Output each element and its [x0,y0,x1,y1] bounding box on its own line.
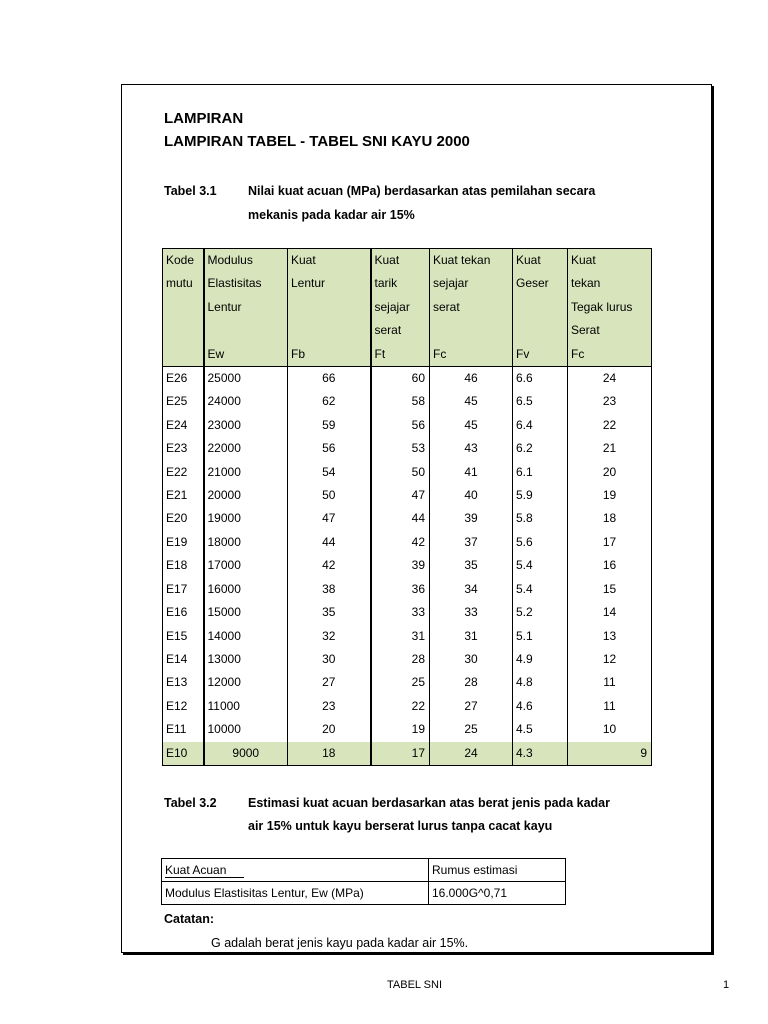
table-cell: 33 [371,601,430,624]
table-cell: E25 [163,390,204,413]
header-line: Ew [207,346,225,361]
table-cell: 5.8 [513,507,568,530]
table-row [163,554,652,577]
table-cell: 22 [371,695,430,718]
header-line: sejajar [433,276,469,291]
table-cell: 23 [602,394,617,409]
table-cell: 21 [602,441,617,456]
table-cell: 56 [371,414,430,437]
table-cell: 9 [568,742,652,766]
table-cell: 42 [288,554,371,577]
header-line: Kode [166,253,195,267]
table-cell: 50 [288,484,371,507]
table-cell: 43 [430,437,513,460]
table-cell: 11 [603,675,616,690]
table-cell: 30 [430,648,513,671]
table-cell: 58 [371,390,430,413]
table1-caption-line1: Nilai kuat acuan (MPa) berdasarkan atas pemilahan secara [248,184,596,198]
table-cell: E22 [163,461,204,484]
table-cell: E15 [163,625,204,648]
header-line [516,296,567,319]
table-cell: 19 [371,718,430,741]
table-3-1-header-cell [204,249,288,367]
table-cell: E11 [163,718,204,741]
table-row [163,718,652,741]
table-cell: 46 [430,367,513,391]
note-text: G adalah berat jenis kayu pada kadar air 15%. [211,936,469,950]
table-cell: 53 [371,437,430,460]
table-cell: 37 [430,531,513,554]
header-line: serat [374,323,402,338]
table2-caption-line2: air 15% untuk kayu berserat lurus tanpa cacat kayu [248,819,553,833]
table-cell: 30 [288,648,371,671]
table-cell: 18 [288,742,371,766]
header-line: Tegak lurus [571,299,633,314]
table-row [163,601,652,624]
table-cell: 5.4 [513,578,568,601]
header-line: Kuat [291,253,316,267]
table-cell: E13 [163,671,204,694]
table-cell: 44 [371,507,430,530]
table-cell: 12000 [204,671,288,694]
table-cell: 19 [602,488,617,503]
table-cell: 6.6 [513,367,568,391]
table-cell: E20 [163,507,204,530]
header-line: sejajar [374,299,410,314]
table-cell: 41 [430,461,513,484]
header-line [166,296,203,319]
header-line: Lentur [207,299,242,314]
table-cell: 4.9 [513,648,568,671]
table-cell: 6.5 [513,390,568,413]
header-line [166,343,203,366]
table-cell: 4.5 [513,718,568,741]
table-cell: 33 [430,601,513,624]
table-3-2-header-row [162,859,566,882]
table-3-2-row [162,882,566,905]
table-cell: 17 [371,742,430,766]
header-line: Ft [374,346,386,361]
table-cell: 42 [371,531,430,554]
footer-title: TABEL SNI [387,979,443,991]
table-cell: 24 [602,371,617,386]
table-cell: 4.6 [513,695,568,718]
table-3-1-header-cell [371,249,430,367]
table-row [163,390,652,413]
table-cell: E24 [163,414,204,437]
table-cell: 35 [288,601,371,624]
table-cell: 45 [430,414,513,437]
table-cell: 13000 [204,648,288,671]
table-cell: 15000 [204,601,288,624]
heading-lampiran: LAMPIRAN [164,110,244,127]
table-cell: 15 [602,581,617,596]
table-cell: 14 [602,605,617,620]
table-cell: 5.4 [513,554,568,577]
table-cell: 6.4 [513,414,568,437]
header-line: Lentur [291,276,326,291]
table-cell: 22000 [204,437,288,460]
table-3-1-header-cell [163,249,204,367]
table-cell: 31 [371,625,430,648]
table-3-1-header-row [163,249,652,367]
table-cell: 21000 [204,461,288,484]
table-cell: 20 [602,464,617,479]
header-line: Kuat [571,253,596,267]
table-row [163,671,652,694]
table-cell: 23 [288,695,371,718]
header-line: serat [433,299,460,314]
table-3-2-cell: 16.000G^0,71 [429,882,566,905]
table-cell: E18 [163,554,204,577]
table-row [163,648,652,671]
table-3-1-header-cell [568,249,652,367]
table-3-1-header-cell [430,249,513,367]
header-line: Modulus [207,253,253,267]
header-line [291,319,370,342]
table-cell: 54 [288,461,371,484]
table-cell: 10000 [204,718,288,741]
heading-lampiran-tabel: LAMPIRAN TABEL - TABEL SNI KAYU 2000 [164,133,470,150]
header-line: Kuat tekan [433,253,491,267]
page-number: 1 [723,979,730,991]
header-line: Kuat [516,253,541,267]
table-3-1-body [163,367,652,766]
header-line: tekan [571,276,601,291]
table-cell: 6.1 [513,461,568,484]
table-cell: 39 [371,554,430,577]
table-cell: 36 [371,578,430,601]
table-cell: 17000 [204,554,288,577]
table-cell: 5.6 [513,531,568,554]
header-line [516,319,567,342]
table-cell: 60 [371,367,430,391]
header-line: Elastisitas [207,276,262,291]
table-cell: E19 [163,531,204,554]
table-cell: E16 [163,601,204,624]
header-line [291,296,370,319]
table-cell: 25 [430,718,513,741]
table-cell: 62 [288,390,371,413]
header-line [208,319,288,342]
table-row [163,695,652,718]
table-cell: E12 [163,695,204,718]
table-cell: E17 [163,578,204,601]
table-3-1-header-cell [513,249,568,367]
table-cell: 28 [430,671,513,694]
table-cell: 25 [371,671,430,694]
kuat-acuan-header: Kuat Acuan [165,863,244,878]
table-row [163,437,652,460]
table-cell: 23000 [204,414,288,437]
table-cell: 24 [430,742,513,766]
table-cell: 5.2 [513,601,568,624]
table-3-2-header-cell: Rumus estimasi [429,859,566,882]
table-cell: 25000 [204,367,288,391]
table-cell: 45 [430,390,513,413]
table2-label: Tabel 3.2 [164,796,217,810]
header-line: Kuat [374,253,400,267]
table-row [163,531,652,554]
table-row [163,742,652,766]
table-cell: 44 [288,531,371,554]
table-cell: 40 [430,484,513,507]
table-cell: 39 [430,507,513,530]
table-row [163,461,652,484]
table-cell: 38 [288,578,371,601]
table-cell: 19000 [204,507,288,530]
table-cell: 50 [371,461,430,484]
table-cell: 27 [288,671,371,694]
table-cell: 20 [288,718,371,741]
table-row [163,625,652,648]
table-cell: 59 [288,414,371,437]
table-3-2-cell: Modulus Elastisitas Lentur, Ew (MPa) [162,882,429,905]
header-line [433,319,512,342]
header-line: Fc [571,346,585,361]
table-cell: 6.2 [513,437,568,460]
header-line: Fc [433,346,447,361]
table-cell: 28 [371,648,430,671]
table-cell: 56 [288,437,371,460]
table-cell: 35 [430,554,513,577]
table1-caption-line2: mekanis pada kadar air 15% [248,208,415,222]
table-3-2-header-cell [162,859,429,882]
header-line: mutu [166,276,193,291]
table-cell: 5.1 [513,625,568,648]
table-cell: 16000 [204,578,288,601]
table-cell: 18000 [204,531,288,554]
table-cell: 17 [602,534,617,549]
table-cell: 22 [602,417,617,432]
table-cell: 4.3 [513,742,568,766]
table-cell: 27 [430,695,513,718]
table-3-2 [161,858,566,905]
table-row [163,414,652,437]
table-cell: E23 [163,437,204,460]
table-cell: 16 [602,558,617,573]
table-cell: 31 [430,625,513,648]
table1-label: Tabel 3.1 [164,184,217,198]
table-cell: 12 [602,651,617,666]
table-cell: 47 [371,484,430,507]
table-cell: 47 [288,507,371,530]
table-cell: 32 [288,625,371,648]
table-cell: E14 [163,648,204,671]
header-line: Serat [571,323,600,338]
table-cell: 20000 [204,484,288,507]
table-cell: 11000 [204,695,288,718]
table-cell: 14000 [204,625,288,648]
table-cell: 18 [602,511,617,526]
table-cell: 24000 [204,390,288,413]
table-cell: 11 [603,698,616,713]
note-label: Catatan: [164,912,215,926]
table-cell: 4.8 [513,671,568,694]
table-cell: 9000 [204,742,288,766]
table-cell: 10 [602,722,617,737]
table-cell: 5.9 [513,484,568,507]
header-line: Fb [291,346,306,361]
header-line: Fv [516,346,530,361]
table-row [163,484,652,507]
table-row [163,578,652,601]
table-cell: E26 [163,367,204,391]
table-row [163,507,652,530]
table-cell: E10 [163,742,204,766]
table-cell: 34 [430,578,513,601]
table-3-1-header [163,249,652,367]
table-3-1 [162,248,652,766]
table2-caption-line1: Estimasi kuat acuan berdasarkan atas berat jenis pada kadar [248,796,610,810]
table-cell: E21 [163,484,204,507]
header-line: Geser [516,276,549,291]
table-row [163,367,652,391]
table-cell: 13 [602,628,617,643]
table-cell: 66 [288,367,371,391]
header-line [166,319,203,342]
table-3-1-header-cell [288,249,371,367]
header-line: tarik [374,276,398,291]
